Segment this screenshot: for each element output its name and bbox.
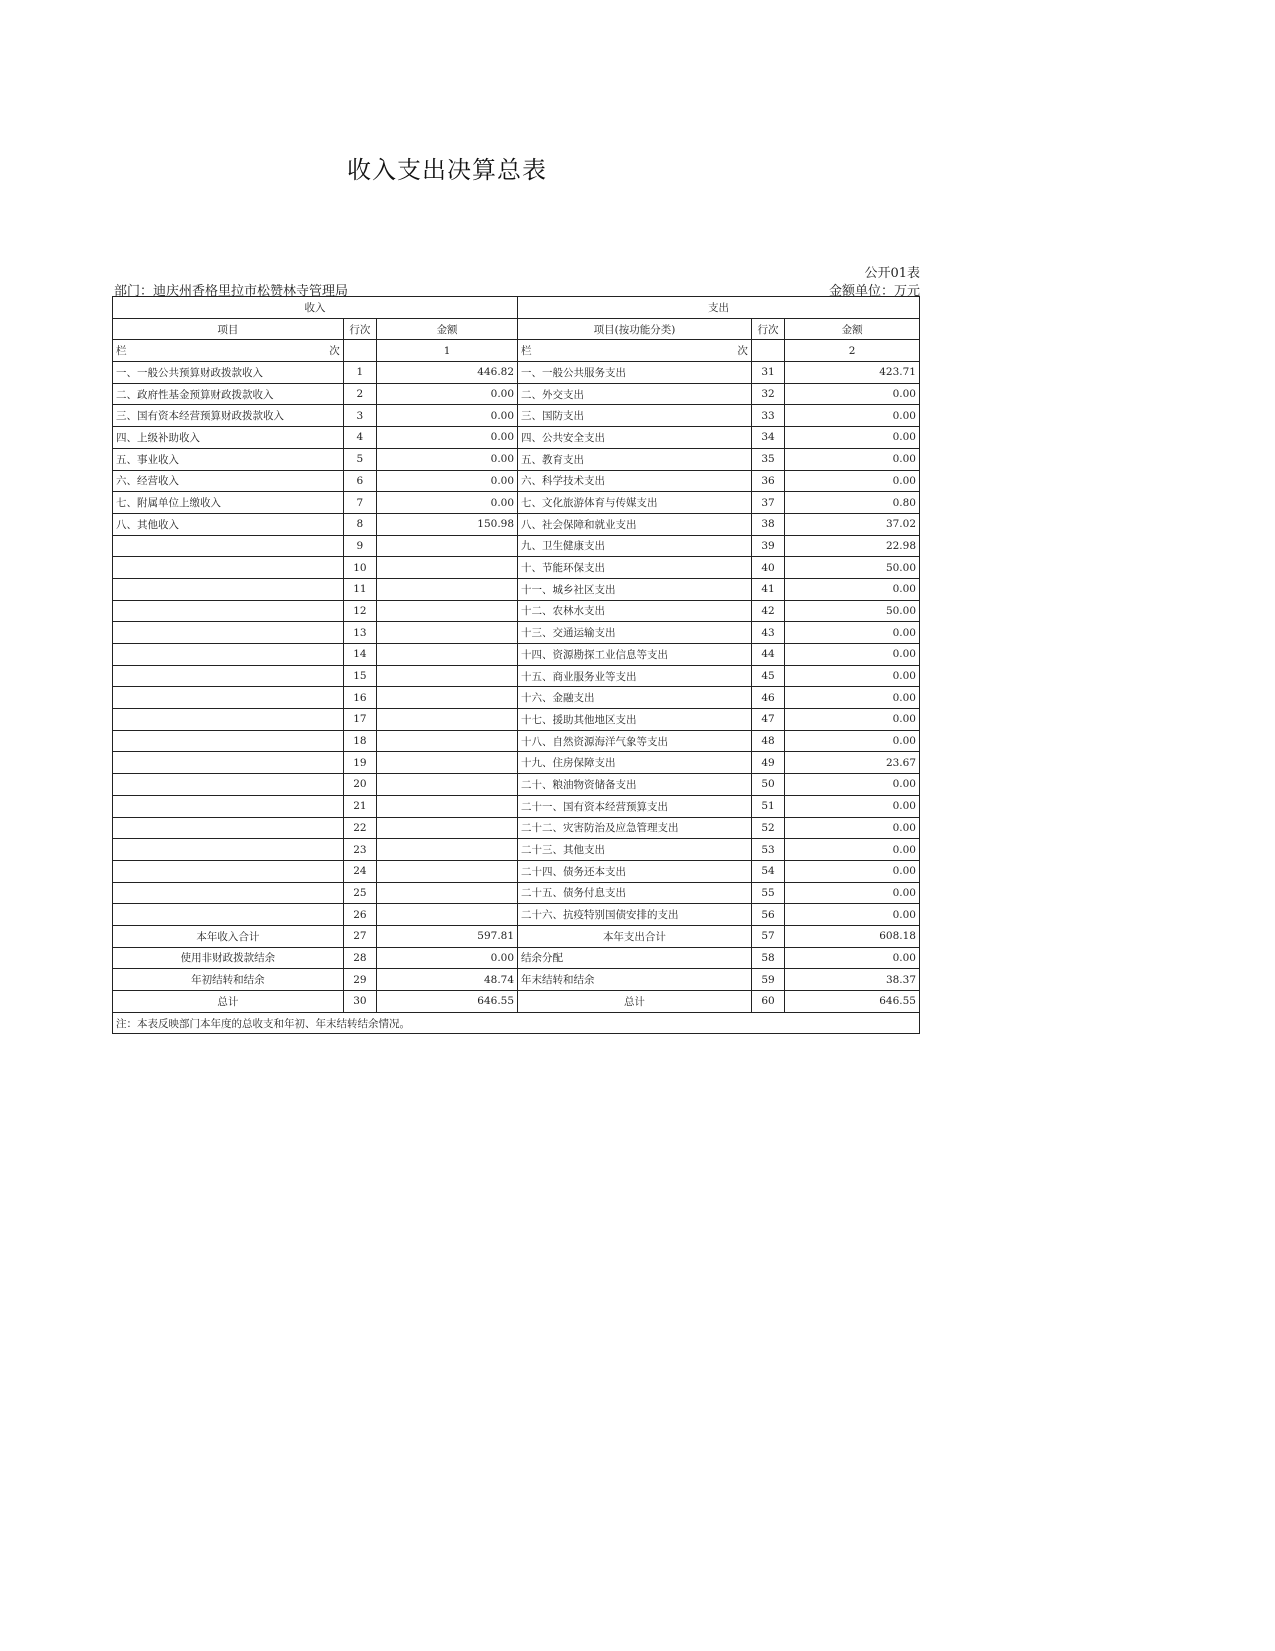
income-item-cell (113, 687, 344, 709)
expense-amount-cell: 0.00 (785, 578, 920, 600)
expense-line-cell: 53 (751, 839, 784, 861)
expense-amount-cell: 0.00 (785, 795, 920, 817)
expense-section-header: 支出 (518, 297, 920, 319)
table-row (113, 752, 920, 774)
expense-line-cell: 52 (751, 817, 784, 839)
income-item-cell: 六、经营收入 (113, 470, 344, 492)
expense-item-cell: 二十四、债务还本支出 (518, 860, 752, 882)
expense-line-cell: 36 (751, 470, 784, 492)
expense-line-cell: 45 (751, 665, 784, 687)
expense-amount-cell: 0.00 (785, 730, 920, 752)
income-item-cell (113, 600, 344, 622)
expense-item-cell: 六、科学技术支出 (518, 470, 752, 492)
income-line-cell: 6 (343, 470, 376, 492)
income-item-cell (113, 860, 344, 882)
table-row (113, 470, 920, 492)
table-row (113, 535, 920, 557)
expense-total-amount: 0.00 (785, 947, 920, 969)
expense-total-label: 结余分配 (518, 947, 752, 969)
expense-item-cell: 十一、城乡社区支出 (518, 578, 752, 600)
income-amount-cell: 150.98 (377, 513, 518, 535)
column-header-row (113, 318, 920, 340)
expense-lanci-cell (518, 340, 752, 362)
expense-line-cell: 32 (751, 383, 784, 405)
income-amount-cell (377, 557, 518, 579)
table-row (113, 557, 920, 579)
income-expense-table (112, 296, 920, 1034)
expense-col-index: 2 (785, 340, 920, 362)
table-row (113, 383, 920, 405)
income-line-cell: 15 (343, 665, 376, 687)
income-amount-cell (377, 817, 518, 839)
note-row (113, 1012, 920, 1034)
expense-item-cell: 五、教育支出 (518, 448, 752, 470)
income-section-header: 收入 (113, 297, 518, 319)
income-item-cell (113, 839, 344, 861)
expense-item-cell: 十七、援助其他地区支出 (518, 709, 752, 731)
expense-total-amount: 646.55 (785, 991, 920, 1013)
expense-total-label: 本年支出合计 (518, 925, 752, 947)
expense-amount-cell: 37.02 (785, 513, 920, 535)
lan-label: 栏 (521, 345, 532, 358)
income-lanci-cell (113, 340, 344, 362)
income-item-cell: 五、事业收入 (113, 448, 344, 470)
income-amount-cell (377, 730, 518, 752)
expense-item-cell: 十三、交通运输支出 (518, 622, 752, 644)
expense-line-cell: 39 (751, 535, 784, 557)
expense-item-cell: 二十六、抗疫特别国债安排的支出 (518, 904, 752, 926)
expense-line-cell: 55 (751, 882, 784, 904)
unit-label: 金额单位：万元 (828, 284, 920, 299)
table-row (113, 427, 920, 449)
income-amount-cell (377, 904, 518, 926)
expense-line-cell: 46 (751, 687, 784, 709)
income-item-cell: 八、其他收入 (113, 513, 344, 535)
income-amount-cell: 0.00 (377, 427, 518, 449)
income-amount-cell (377, 687, 518, 709)
income-total-line: 29 (343, 969, 376, 991)
expense-item-cell: 二十一、国有资本经营预算支出 (518, 795, 752, 817)
expense-line-cell: 54 (751, 860, 784, 882)
income-item-header: 项目 (113, 318, 344, 340)
income-item-cell (113, 752, 344, 774)
table-row (113, 774, 920, 796)
income-item-cell (113, 774, 344, 796)
income-line-cell: 17 (343, 709, 376, 731)
income-amount-cell (377, 665, 518, 687)
income-line-cell: 25 (343, 882, 376, 904)
expense-line-cell: 42 (751, 600, 784, 622)
expense-amount-cell: 23.67 (785, 752, 920, 774)
expense-item-cell: 七、文化旅游体育与传媒支出 (518, 492, 752, 514)
income-item-cell (113, 817, 344, 839)
expense-line-cell: 37 (751, 492, 784, 514)
income-item-cell: 一、一般公共预算财政拨款收入 (113, 362, 344, 384)
income-item-cell: 二、政府性基金预算财政拨款收入 (113, 383, 344, 405)
expense-amount-cell: 0.00 (785, 882, 920, 904)
income-line-cell: 19 (343, 752, 376, 774)
income-amount-cell: 0.00 (377, 448, 518, 470)
income-item-cell (113, 578, 344, 600)
expense-line-cell: 35 (751, 448, 784, 470)
income-amount-header: 金额 (377, 318, 518, 340)
expense-total-amount: 38.37 (785, 969, 920, 991)
expense-item-cell: 十、节能环保支出 (518, 557, 752, 579)
expense-item-cell: 十五、商业服务业等支出 (518, 665, 752, 687)
table-row (113, 448, 920, 470)
expense-amount-cell: 0.00 (785, 448, 920, 470)
expense-item-header: 项目(按功能分类) (518, 318, 752, 340)
income-amount-cell (377, 578, 518, 600)
form-number: 公开01表 (864, 266, 920, 281)
income-line-cell: 8 (343, 513, 376, 535)
income-amount-cell (377, 644, 518, 666)
income-amount-cell (377, 882, 518, 904)
expense-amount-cell: 0.00 (785, 427, 920, 449)
expense-amount-cell: 50.00 (785, 600, 920, 622)
income-amount-cell (377, 535, 518, 557)
expense-amount-cell: 423.71 (785, 362, 920, 384)
expense-total-amount: 608.18 (785, 925, 920, 947)
table-row (113, 730, 920, 752)
income-amount-cell (377, 709, 518, 731)
expense-amount-cell: 50.00 (785, 557, 920, 579)
expense-amount-cell: 0.00 (785, 709, 920, 731)
expense-line-cell: 50 (751, 774, 784, 796)
column-index-row (113, 340, 920, 362)
expense-line-cell: 38 (751, 513, 784, 535)
table-row (113, 665, 920, 687)
expense-amount-header: 金额 (785, 318, 920, 340)
table-row (113, 904, 920, 926)
income-total-amount: 597.81 (377, 925, 518, 947)
expense-item-cell: 十八、自然资源海洋气象等支出 (518, 730, 752, 752)
expense-line-cell: 43 (751, 622, 784, 644)
income-total-label: 本年收入合计 (113, 925, 344, 947)
income-line-cell: 21 (343, 795, 376, 817)
income-amount-cell (377, 860, 518, 882)
expense-item-cell: 二十二、灾害防治及应急管理支出 (518, 817, 752, 839)
income-item-cell (113, 882, 344, 904)
expense-item-cell: 二十五、债务付息支出 (518, 882, 752, 904)
income-item-cell (113, 665, 344, 687)
expense-line-cell: 51 (751, 795, 784, 817)
table-row (113, 795, 920, 817)
income-amount-cell (377, 622, 518, 644)
income-amount-cell: 0.00 (377, 405, 518, 427)
expense-amount-cell: 0.00 (785, 904, 920, 926)
expense-amount-cell: 0.00 (785, 470, 920, 492)
total-row (113, 947, 920, 969)
income-line-cell: 11 (343, 578, 376, 600)
income-item-cell (113, 730, 344, 752)
income-item-cell (113, 904, 344, 926)
expense-line-cell: 56 (751, 904, 784, 926)
income-item-cell (113, 557, 344, 579)
table-row (113, 362, 920, 384)
income-amount-cell: 0.00 (377, 492, 518, 514)
income-amount-cell (377, 795, 518, 817)
income-item-cell (113, 535, 344, 557)
expense-amount-cell: 0.00 (785, 383, 920, 405)
table-row (113, 687, 920, 709)
income-line-cell: 26 (343, 904, 376, 926)
section-header-row (113, 297, 920, 319)
income-item-cell: 七、附属单位上缴收入 (113, 492, 344, 514)
expense-line-cell: 49 (751, 752, 784, 774)
table-row (113, 644, 920, 666)
income-total-line: 28 (343, 947, 376, 969)
table-row (113, 709, 920, 731)
expense-line-cell: 44 (751, 644, 784, 666)
expense-line-cell: 48 (751, 730, 784, 752)
table-note: 注：本表反映部门本年度的总收支和年初、年末结转结余情况。 (113, 1012, 920, 1034)
table-row (113, 817, 920, 839)
table-row (113, 405, 920, 427)
expense-item-cell: 十二、农林水支出 (518, 600, 752, 622)
income-line-index (343, 340, 376, 362)
expense-item-cell: 二、外交支出 (518, 383, 752, 405)
income-total-amount: 48.74 (377, 969, 518, 991)
income-line-cell: 3 (343, 405, 376, 427)
expense-line-cell: 31 (751, 362, 784, 384)
income-total-label: 年初结转和结余 (113, 969, 344, 991)
page-title: 收入支出决算总表 (347, 156, 547, 184)
table-row (113, 839, 920, 861)
income-line-cell: 18 (343, 730, 376, 752)
expense-line-index (751, 340, 784, 362)
expense-line-cell: 47 (751, 709, 784, 731)
expense-item-cell: 十四、资源勘探工业信息等支出 (518, 644, 752, 666)
expense-amount-cell: 0.00 (785, 644, 920, 666)
expense-total-label: 年末结转和结余 (518, 969, 752, 991)
table-row (113, 860, 920, 882)
expense-item-cell: 十六、金融支出 (518, 687, 752, 709)
income-item-cell (113, 795, 344, 817)
department-label: 部门：迪庆州香格里拉市松赞林寺管理局 (114, 284, 349, 299)
expense-amount-cell: 0.00 (785, 839, 920, 861)
income-line-cell: 1 (343, 362, 376, 384)
expense-amount-cell: 22.98 (785, 535, 920, 557)
income-total-amount: 0.00 (377, 947, 518, 969)
income-item-cell (113, 709, 344, 731)
expense-amount-cell: 0.00 (785, 774, 920, 796)
expense-amount-cell: 0.00 (785, 817, 920, 839)
income-total-line: 27 (343, 925, 376, 947)
expense-item-cell: 一、一般公共服务支出 (518, 362, 752, 384)
income-item-cell (113, 644, 344, 666)
income-line-cell: 10 (343, 557, 376, 579)
income-item-cell: 三、国有资本经营预算财政拨款收入 (113, 405, 344, 427)
expense-total-line: 58 (751, 947, 784, 969)
lan-label: 栏 (116, 345, 127, 358)
ci-label: 次 (737, 345, 748, 358)
expense-item-cell: 九、卫生健康支出 (518, 535, 752, 557)
table-row (113, 513, 920, 535)
expense-amount-cell: 0.00 (785, 622, 920, 644)
income-total-line: 30 (343, 991, 376, 1013)
table-row (113, 578, 920, 600)
expense-amount-cell: 0.00 (785, 665, 920, 687)
income-line-cell: 16 (343, 687, 376, 709)
table-row (113, 622, 920, 644)
total-row (113, 991, 920, 1013)
income-line-cell: 7 (343, 492, 376, 514)
table-row (113, 600, 920, 622)
income-line-cell: 2 (343, 383, 376, 405)
income-line-cell: 22 (343, 817, 376, 839)
income-amount-cell: 0.00 (377, 383, 518, 405)
income-line-cell: 20 (343, 774, 376, 796)
expense-amount-cell: 0.00 (785, 687, 920, 709)
expense-amount-cell: 0.80 (785, 492, 920, 514)
expense-item-cell: 三、国防支出 (518, 405, 752, 427)
table-row (113, 882, 920, 904)
income-amount-cell (377, 774, 518, 796)
income-amount-cell (377, 600, 518, 622)
income-line-cell: 5 (343, 448, 376, 470)
income-amount-cell: 446.82 (377, 362, 518, 384)
expense-line-cell: 33 (751, 405, 784, 427)
income-line-cell: 12 (343, 600, 376, 622)
expense-item-cell: 二十、粮油物资储备支出 (518, 774, 752, 796)
expense-item-cell: 四、公共安全支出 (518, 427, 752, 449)
expense-item-cell: 二十三、其他支出 (518, 839, 752, 861)
expense-line-header: 行次 (751, 318, 784, 340)
income-item-cell: 四、上级补助收入 (113, 427, 344, 449)
income-line-cell: 24 (343, 860, 376, 882)
income-line-cell: 4 (343, 427, 376, 449)
expense-total-line: 59 (751, 969, 784, 991)
income-amount-cell (377, 839, 518, 861)
table-row (113, 492, 920, 514)
expense-amount-cell: 0.00 (785, 405, 920, 427)
expense-item-cell: 十九、住房保障支出 (518, 752, 752, 774)
income-line-cell: 23 (343, 839, 376, 861)
ci-label: 次 (329, 345, 340, 358)
income-line-cell: 14 (343, 644, 376, 666)
expense-amount-cell: 0.00 (785, 860, 920, 882)
income-amount-cell: 0.00 (377, 470, 518, 492)
income-item-cell (113, 622, 344, 644)
income-total-amount: 646.55 (377, 991, 518, 1013)
income-amount-cell (377, 752, 518, 774)
expense-line-cell: 34 (751, 427, 784, 449)
income-line-cell: 9 (343, 535, 376, 557)
income-line-header: 行次 (343, 318, 376, 340)
income-line-cell: 13 (343, 622, 376, 644)
expense-total-line: 60 (751, 991, 784, 1013)
total-row (113, 925, 920, 947)
income-col-index: 1 (377, 340, 518, 362)
expense-line-cell: 40 (751, 557, 784, 579)
total-row (113, 969, 920, 991)
expense-total-label: 总计 (518, 991, 752, 1013)
expense-total-line: 57 (751, 925, 784, 947)
income-total-label: 使用非财政拨款结余 (113, 947, 344, 969)
income-total-label: 总计 (113, 991, 344, 1013)
expense-item-cell: 八、社会保障和就业支出 (518, 513, 752, 535)
expense-line-cell: 41 (751, 578, 784, 600)
